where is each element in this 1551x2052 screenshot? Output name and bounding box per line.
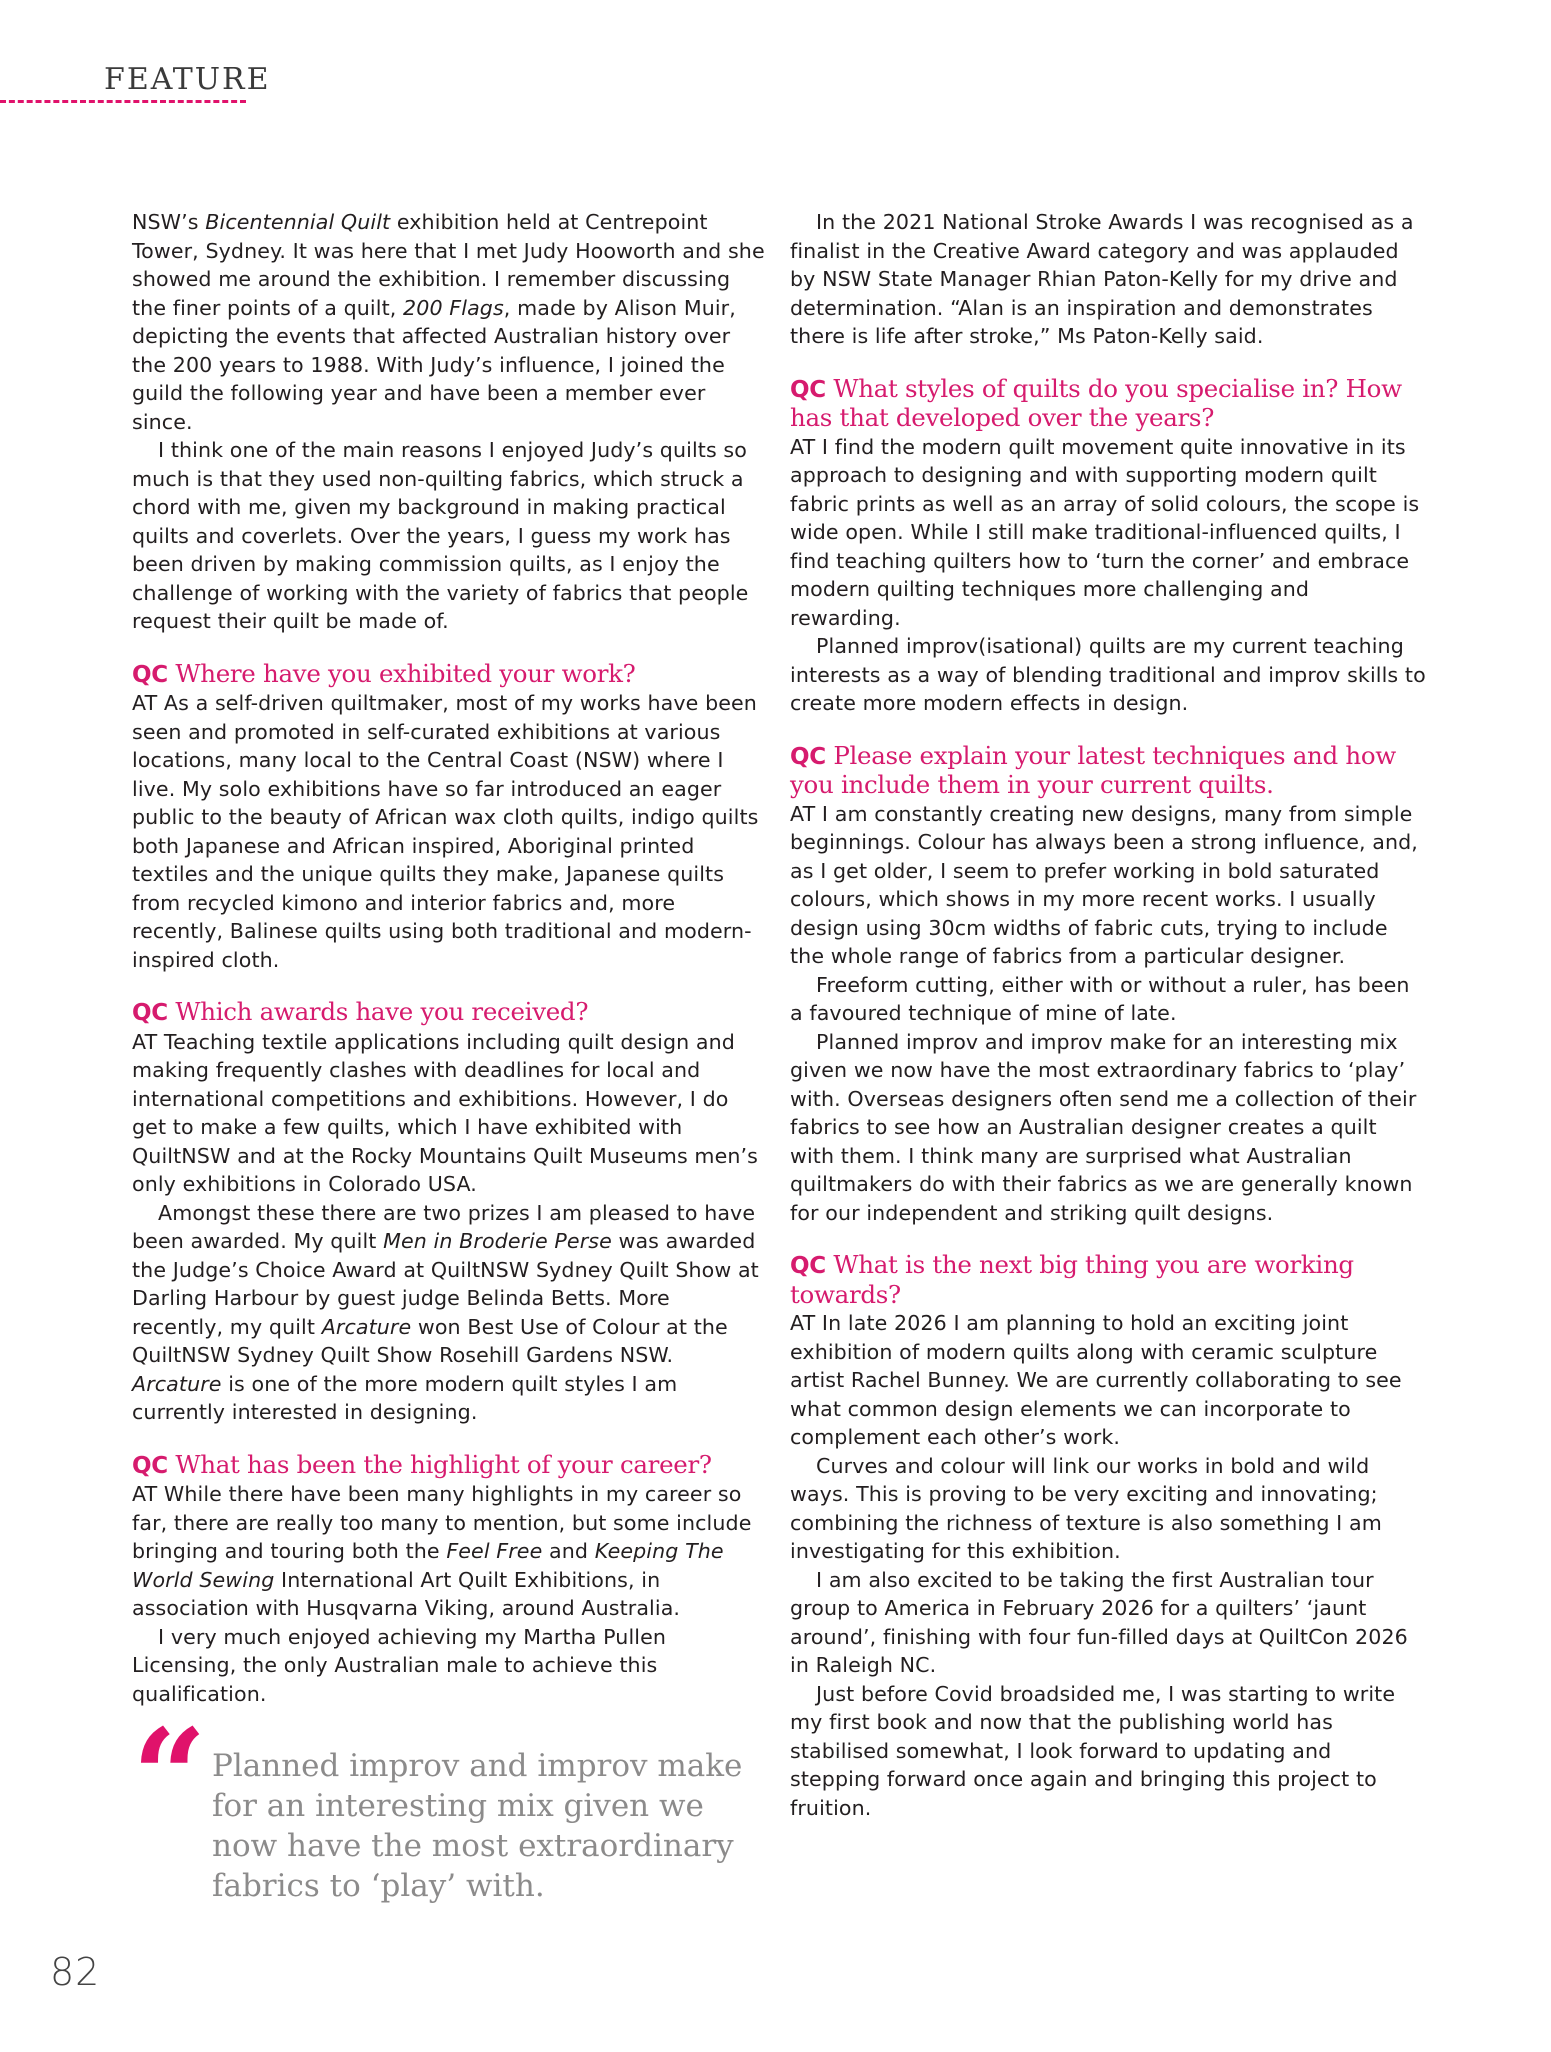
question-heading xyxy=(132,660,766,690)
body-paragraph: I very much enjoyed achieving my Martha Pullen Licensing, the only Australian male to achieve this qualification. xyxy=(132,1624,667,1706)
at-tag: AT xyxy=(132,691,158,715)
question-text: What has been the highlight of your career? xyxy=(167,1449,712,1479)
answer-text: Teaching textile applications including quilt design and making frequently clashes with deadlines for local and international competitions and exhibitions. However, I do get to make a few quilts, which I have exhibited with QuiltNSW and at the Rocky Mountains Quilt Museums men’s only exhibitions in Colorado USA. xyxy=(132,1029,758,1196)
question-heading xyxy=(790,375,1426,433)
quilt-title: Men in Broderie Perse xyxy=(383,1229,612,1253)
body-paragraph: Freeform cutting, either with or without a ruler, has been a favoured technique of mine of late. xyxy=(790,972,1410,1025)
at-tag: AT xyxy=(132,1029,158,1054)
question-heading xyxy=(132,1451,766,1481)
exhibition-title: Feel Free xyxy=(446,1539,543,1563)
text-run: NSW’s xyxy=(132,210,206,234)
body-paragraph: I think one of the main reasons I enjoyed Judy’s quilts so much is that they used non-quilting fabrics, which struck a chord with me, given my background in making practical quilts and coverlets. Over the years, I guess my work has been driven by making commission quilts, as I enjoy the challenge of working with the variety of fabrics that people request their quilt be made of. xyxy=(132,438,749,633)
text-run: was awarded the Judge’s Choice Award at QuiltNSW Sydney Quilt Show at Darling Harbour by guest judge Belinda Betts. More recently, my quilt xyxy=(132,1229,759,1339)
answer-paragraph xyxy=(790,433,1426,633)
text-run: is one of the more modern quilt styles I am currently interested in designing. xyxy=(132,1371,678,1424)
qc-tag: QC xyxy=(132,1000,168,1026)
text-run: While there have been many highlights in my career so far, there are really too many to mention, but some include bringing and touring both the xyxy=(132,1482,752,1563)
text-run: International Art Quilt Exhibitions, in association with Husqvarna Viking, around Australia. xyxy=(132,1567,681,1620)
quote-mark-icon: “ xyxy=(132,1700,207,1853)
at-tag: AT xyxy=(790,801,816,826)
answer-paragraph xyxy=(132,689,766,974)
text-run: and xyxy=(542,1539,595,1563)
answer-paragraph xyxy=(790,800,1426,971)
body-paragraph: In the 2021 National Stroke Awards I was recognised as a finalist in the Creative Award category and was applauded by NSW State Manager Rhian Paton-Kelly for my drive and determination. “Alan is an inspiration and demonstrates there is life after stroke,” Ms Paton-Kelly said. xyxy=(790,210,1414,348)
question-heading xyxy=(790,742,1426,800)
exhibition-title: Keeping The World Sewing xyxy=(132,1539,724,1592)
text-run: won Best Use of Colour at the QuiltNSW Sydney Quilt Show Rosehill Gardens NSW. xyxy=(132,1314,728,1367)
question-heading xyxy=(790,1251,1426,1309)
quilt-title: Bicentennial Quilt xyxy=(205,210,391,234)
left-column xyxy=(132,208,766,1708)
body-paragraph: Just before Covid broadsided me, I was starting to write my first book and now that the publishing world has stabilised somewhat, I look forward to updating and stepping forward once again and bringing this project to fruition. xyxy=(790,1681,1396,1820)
section-label: FEATURE xyxy=(104,62,271,97)
answer-text: In late 2026 I am planning to hold an exciting joint exhibition of modern quilts along with ceramic sculpture artist Rachel Bunney. We are currently collaborating to see what common design elements we can incorporate to complement each other’s work. xyxy=(790,1311,1402,1449)
section-divider xyxy=(0,100,246,103)
text-run: , made by Alison Muir, depicting the events that affected Australian history over the 200 years to 1988. With Judy’s influence, I joined the guild the following year and have been a member ever since. xyxy=(132,295,736,434)
quilt-title: Arcature xyxy=(132,1371,222,1396)
qc-tag: QC xyxy=(132,661,168,688)
answer-text: I am constantly creating new designs, many from simple beginnings. Colour has always been a strong influence, and, as I get older, I seem to prefer working in bold saturated colours, which shows in my more recent works. I usually design using 30cm widths of fabric cuts, trying to include the whole range of fabrics from a particular designer. xyxy=(790,801,1418,968)
body-paragraph xyxy=(132,1199,766,1427)
at-tag: AT xyxy=(790,1311,816,1335)
question-text: What styles of quilts do you specialise in? How has that developed over the years? xyxy=(790,373,1402,432)
qc-tag: QC xyxy=(790,1253,826,1279)
body-paragraph: Planned improv(isational) quilts are my current teaching interests as a way of blending traditional and improv skills to create more modern effects in design. xyxy=(790,634,1426,715)
question-text: Which awards have you received? xyxy=(167,997,589,1026)
right-column xyxy=(790,208,1426,1822)
quilt-title: Arcature xyxy=(321,1314,412,1339)
pull-quote-text: Planned improv and improv make for an interesting mix given we now have the most extraordinary fabrics to ‘play’ with. xyxy=(212,1748,743,1904)
at-tag: AT xyxy=(132,1482,158,1506)
qc-tag: QC xyxy=(132,1452,168,1479)
text-run: exhibition held at Centrepoint Tower, Sydney. It was here that I met Judy Hooworth and she showed me around the exhibition. I remember discussing the finer points of a quilt, xyxy=(132,210,765,320)
body-paragraph: I am also excited to be taking the first Australian tour group to America in February 2026 for a quilters’ ‘jaunt around’, finishing with four fun-filled days at QuiltCon 2026 in Raleigh NC. xyxy=(790,1567,1408,1677)
question-text: Please explain your latest techniques and how you include them in your current quilts. xyxy=(790,740,1396,799)
question-heading xyxy=(132,998,766,1028)
question-text: Where have you exhibited your work? xyxy=(167,658,636,688)
qc-tag: QC xyxy=(790,376,826,403)
page-number: 82 xyxy=(50,1950,101,1994)
at-tag: AT xyxy=(790,434,816,459)
answer-paragraph xyxy=(790,1309,1426,1452)
quilt-title: 200 Flags xyxy=(403,295,504,320)
answer-paragraph xyxy=(132,1028,766,1199)
text-run: Amongst these there are two prizes I am pleased to have been awarded. My quilt xyxy=(132,1200,756,1253)
body-paragraph: Curves and colour will link our works in bold and wild ways. This is proving to be very exciting and innovating; combining the richness of texture is also something I am investigating for this exhibition. xyxy=(790,1453,1382,1563)
question-text: What is the next big thing you are working towards? xyxy=(790,1250,1354,1309)
answer-text: As a self-driven quiltmaker, most of my works have been seen and promoted in self-curated exhibitions at various locations, many local to the Central Coast (NSW) where I live. My solo exhibitions have so far introduced an eager public to the beauty of African wax cloth quilts, indigo quilts both Japanese and African inspired, Aboriginal printed textiles and the unique quilts they make, Japanese quilts from recycled kimono and interior fabrics and, more recently, Balinese quilts using both traditional and modern-inspired cloth. xyxy=(132,691,759,972)
answer-paragraph xyxy=(132,1480,766,1623)
intro-paragraph xyxy=(132,208,766,436)
body-paragraph: Planned improv and improv make for an interesting mix given we now have the most extraordinary fabrics to ‘play’ with. Overseas designers often send me a collection of their fabrics to see how an Australian designer creates a quilt with them. I think many are surprised what Australian quiltmakers do with their fabrics as we are generally known for our independent and striking quilt designs. xyxy=(790,1029,1417,1225)
qc-tag: QC xyxy=(790,743,826,770)
answer-text: I find the modern quilt movement quite innovative in its approach to designing and with supporting modern quilt fabric prints as well as an array of solid colours, the scope is wide open. While I still make traditional-influenced quilts, I find teaching quilters how to ‘turn the corner’ and embrace modern quilting techniques more challenging and rewarding. xyxy=(790,434,1420,630)
